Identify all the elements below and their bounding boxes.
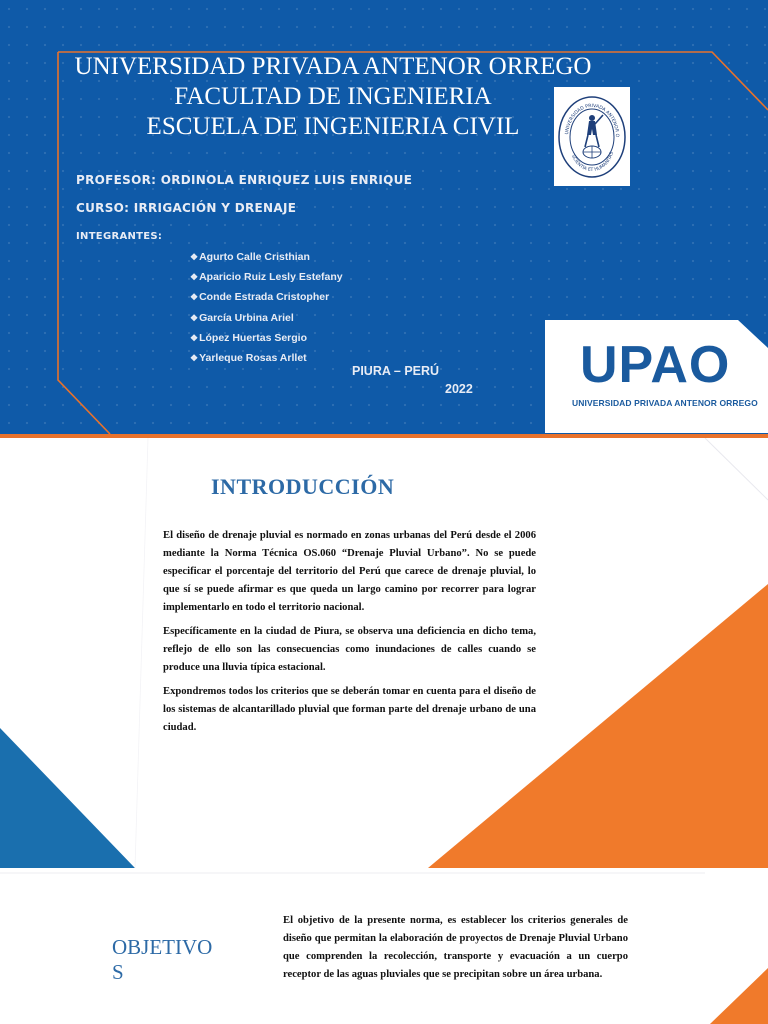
members-list: [190, 249, 343, 370]
objectives-title: OBJETIVOS: [112, 935, 213, 984]
paragraph: Expondremos todos los criterios que se deberán tomar en cuenta para el diseño de los sistemas de alcantarillado pluvial que forman parte del drenaje urbano de una ciudad.: [163, 686, 536, 733]
objectives-body: El objetivo de la presente norma, es establecer los criterios generales de diseño que permitan la elaboración de proyectos de Drenaje Pluvial Urbano que comprenden la recolección, transporte y evacuación a un cuerpo receptor de las aguas pluviales que se precipitan sobre un área urbana.: [283, 915, 628, 980]
course-line: CURSO: IRRIGACIÓN Y DRENAJE: [76, 201, 297, 215]
paragraph: Específicamente en la ciudad de Piura, se observa una deficiencia en dicho tema, reflejo de ello son las consecuencias como inundaciones de calles cuando se produce una lluvia típica estacional.: [163, 626, 536, 673]
objectives-slide: [0, 868, 768, 1024]
upao-logo-word: UPAO: [580, 336, 731, 394]
list-item: ❖Conde Estrada Cristopher: [190, 291, 330, 304]
title-slide: [0, 0, 768, 434]
list-item: ❖Yarleque Rosas Arllet: [190, 351, 307, 364]
svg-text:SCIENTIA ET HUMANITAS: SCIENTIA ET HUMANITAS: [569, 151, 616, 174]
list-item: ❖López Huertas Sergio: [190, 331, 308, 344]
introduction-slide: [0, 438, 768, 868]
faculty-name: FACULTAD DE INGENIERIA: [174, 83, 492, 110]
university-name: UNIVERSIDAD PRIVADA ANTENOR ORREGO: [74, 53, 592, 80]
diamond-bullet-icon: ❖: [190, 332, 199, 343]
year-text: 2022: [445, 382, 473, 396]
place-text: PIURA – PERÚ: [352, 364, 440, 378]
upao-logo-subtitle: UNIVERSIDAD PRIVADA ANTENOR ORREGO: [572, 398, 758, 408]
list-item: ❖Aparicio Ruiz Lesly Estefany: [190, 271, 343, 284]
list-item: ❖García Urbina Ariel: [190, 311, 294, 324]
intro-body: [163, 527, 536, 743]
diamond-bullet-icon: ❖: [190, 292, 199, 303]
paragraph: El diseño de drenaje pluvial es normado en zonas urbanas del Perú desde el 2006 mediante la Norma Técnica OS.060 “Drenaje Pluvial Urbano”. No se puede especificar el porcentaje del territorio del Perú que carece de drenaje pluvial, lo que sí se puede afirmar es que queda un largo camino por recorrer para lograr implementarlo en todo el territorio nacional.: [163, 530, 536, 613]
professor-line: PROFESOR: ORDINOLA ENRIQUEZ LUIS ENRIQUE: [76, 173, 413, 187]
diamond-bullet-icon: ❖: [190, 252, 199, 262]
page-title: INTRODUCCIÓN: [211, 474, 395, 499]
diamond-bullet-icon: ❖: [190, 352, 199, 363]
list-item: ❖Agurto Calle Cristhian: [190, 251, 310, 263]
seal-emblem-icon: [554, 87, 630, 186]
members-label: INTEGRANTES:: [76, 231, 163, 242]
university-seal: [554, 87, 630, 186]
svg-text:UNIVERSIDAD PRIVADA ANTENOR OR: UNIVERSIDAD PRIVADA ANTENOR O: [565, 103, 620, 138]
diamond-bullet-icon: ❖: [190, 312, 199, 323]
school-name: ESCUELA DE INGENIERIA CIVIL: [146, 113, 520, 140]
diamond-bullet-icon: ❖: [190, 272, 199, 283]
